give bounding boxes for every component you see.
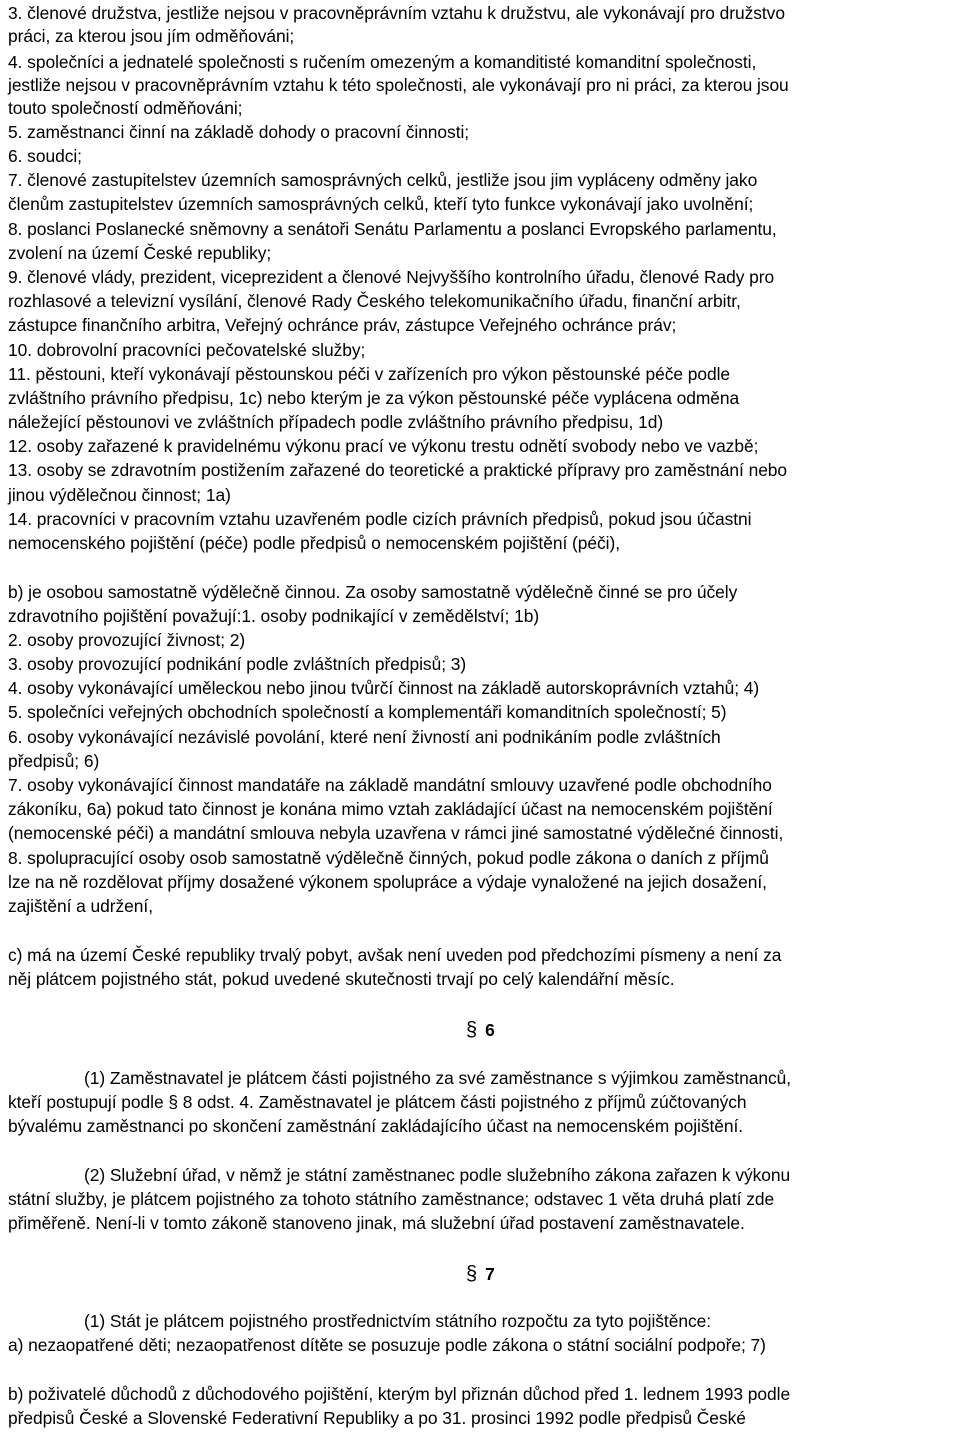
text-line: 5. zaměstnanci činní na základě dohody o pracovní činnosti;: [8, 122, 470, 142]
text-line: lze na ně rozdělovat příjmy dosažené výkonem spolupráce a výdaje vynaložené na jejich dosažení,: [8, 872, 767, 892]
text-line: zvláštního právního předpisu, 1c) nebo kterým je za výkon pěstounské péče vyplácena odměna: [8, 388, 740, 408]
text-line: členům zastupitelstev územních samosprávných celků, kteří tyto funkce vykonávají jako uvolnění;: [8, 194, 754, 214]
text-line: b) poživatelé důchodů z důchodového pojištění, kterým byl přiznán důchod před 1. lednem 1993 podle: [8, 1384, 791, 1404]
text-line: nemocenského pojištění (péče) podle předpisů o nemocenském pojištění (péči),: [8, 533, 620, 553]
text-line: 14. pracovníci v pracovním vztahu uzavřeném podle cizích právních předpisů, pokud jsou účastni: [8, 509, 752, 529]
section-heading: [466, 1020, 495, 1041]
section-number: 7: [485, 1264, 495, 1284]
text-line: státní služby, je plátcem pojistného za tohoto státního zaměstnance; odstavec 1 věta druhá platí zde: [8, 1189, 775, 1209]
text-line: 8. spolupracující osoby osob samostatně výdělečně činných, pokud podle zákona o daních z příjmů: [8, 848, 769, 868]
text-line: 10. dobrovolní pracovníci pečovatelské služby;: [8, 340, 366, 360]
text-line: 13. osoby se zdravotním postižením zařazené do teoretické a praktické přípravy pro zaměstnání nebo: [8, 460, 788, 480]
text-line: 4. osoby vykonávající uměleckou nebo jinou tvůrčí činnost na základě autorskoprávních vztahů; 4): [8, 678, 760, 698]
section-heading: [466, 1264, 495, 1285]
text-line: něj plátcem pojistného stát, pokud uvedené skutečnosti trvají po celý kalendářní měsíc.: [8, 969, 675, 989]
text-line: 9. členové vlády, prezident, viceprezident a členové Nejvyššího kontrolního úřadu, členové Rady pro: [8, 267, 775, 287]
text-line: (1) Zaměstnavatel je plátcem části pojistného za své zaměstnance s výjimkou zaměstnanců,: [84, 1068, 792, 1088]
text-line: 6. soudci;: [8, 146, 82, 166]
text-line: c) má na území České republiky trvalý pobyt, avšak není uveden pod předchozími písmeny a není za: [8, 945, 782, 965]
text-line: 11. pěstouni, kteří vykonávají pěstounskou péči v zařízeních pro výkon pěstounské péče podle: [8, 364, 731, 384]
text-line: předpisů; 6): [8, 751, 100, 771]
text-line: 6. osoby vykonávající nezávislé povolání, které není živností ani podnikáním podle zvláštních: [8, 727, 721, 747]
text-line: náležející pěstounovi ve zvláštních případech podle zvláštního právního předpisu, 1d): [8, 412, 664, 432]
text-line: zákoníku, 6a) pokud tato činnost je konána mimo vztah zakládající účast na nemocenském pojištění: [8, 799, 773, 819]
text-line: rozhlasové a televizní vysílání, členové Rady Českého telekomunikačního úřadu, finanční arbitr,: [8, 291, 741, 311]
text-line: 2. osoby provozující živnost; 2): [8, 630, 246, 650]
text-line: bývalému zaměstnanci po skončení zaměstnání zakládajícího účast na nemocenském pojištění.: [8, 1116, 744, 1136]
text-line: (1) Stát je plátcem pojistného prostřednictvím státního rozpočtu za tyto pojištěnce:: [84, 1311, 712, 1331]
section-symbol: §: [466, 1019, 478, 1041]
text-line: (2) Služební úřad, v němž je státní zaměstnanec podle služebního zákona zařazen k výkonu: [84, 1165, 791, 1185]
text-line: jinou výdělečnou činnost; 1a): [8, 485, 231, 505]
text-line: a) nezaopatřené děti; nezaopatřenost dítěte se posuzuje podle zákona o státní sociální podpoře; 7): [8, 1335, 766, 1355]
text-line: zajištění a udržení,: [8, 896, 153, 916]
text-line: 3. členové družstva, jestliže nejsou v pracovněprávním vztahu k družstvu, ale vykonávají pro družstvo: [8, 3, 785, 23]
text-line: 3. osoby provozující podnikání podle zvláštních předpisů; 3): [8, 654, 467, 674]
text-line: b) je osobou samostatně výdělečně činnou. Za osoby samostatně výdělečně činné se pro účely: [8, 582, 738, 602]
section-number: 6: [485, 1020, 495, 1040]
text-line: 12. osoby zařazené k pravidelnému výkonu prací ve výkonu trestu odnětí svobody nebo ve vazbě;: [8, 436, 759, 456]
text-line: předpisů České a Slovenské Federativní Republiky a po 31. prosinci 1992 podle předpisů České: [8, 1408, 746, 1428]
text-line: zdravotního pojištění považují:1. osoby podnikající v zemědělství; 1b): [8, 606, 540, 626]
text-line: zvolení na území České republiky;: [8, 243, 272, 263]
text-line: 8. poslanci Poslanecké sněmovny a senátoři Senátu Parlamentu a poslanci Evropského parlamentu,: [8, 219, 777, 239]
text-line: jestliže nejsou v pracovněprávním vztahu k této společnosti, ale vykonávají pro ni práci, za kterou jsou: [8, 75, 789, 95]
text-line: 7. členové zastupitelstev územních samosprávných celků, jestliže jsou jim vypláceny odměny jako: [8, 170, 758, 190]
text-line: kteří postupují podle § 8 odst. 4. Zaměstnavatel je plátcem části pojistného z příjmů zúčtovaných: [8, 1092, 747, 1112]
text-line: 4. společníci a jednatelé společnosti s ručením omezeným a komanditisté komanditní společnosti,: [8, 52, 757, 72]
text-line: práci, za kterou jsou jím odměňováni;: [8, 26, 295, 46]
text-line: (nemocenské péči) a mandátní smlouva nebyla uzavřena v rámci jiné samostatné výdělečné činnosti,: [8, 823, 784, 843]
text-line: zástupce finančního arbitra, Veřejný ochránce práv, zástupce Veřejného ochránce práv;: [8, 315, 677, 335]
text-line: 7. osoby vykonávající činnost mandatáře na základě mandátní smlouvy uzavřené podle obchodního: [8, 775, 772, 795]
text-line: touto společností odměňováni;: [8, 98, 243, 118]
text-line: přiměřeně. Není-li v tomto zákoně stanoveno jinak, má služební úřad postavení zaměstnavatele.: [8, 1213, 745, 1233]
text-line: 5. společníci veřejných obchodních společností a komplementáři komanditních společností; 5): [8, 702, 727, 722]
section-symbol: §: [466, 1263, 478, 1285]
